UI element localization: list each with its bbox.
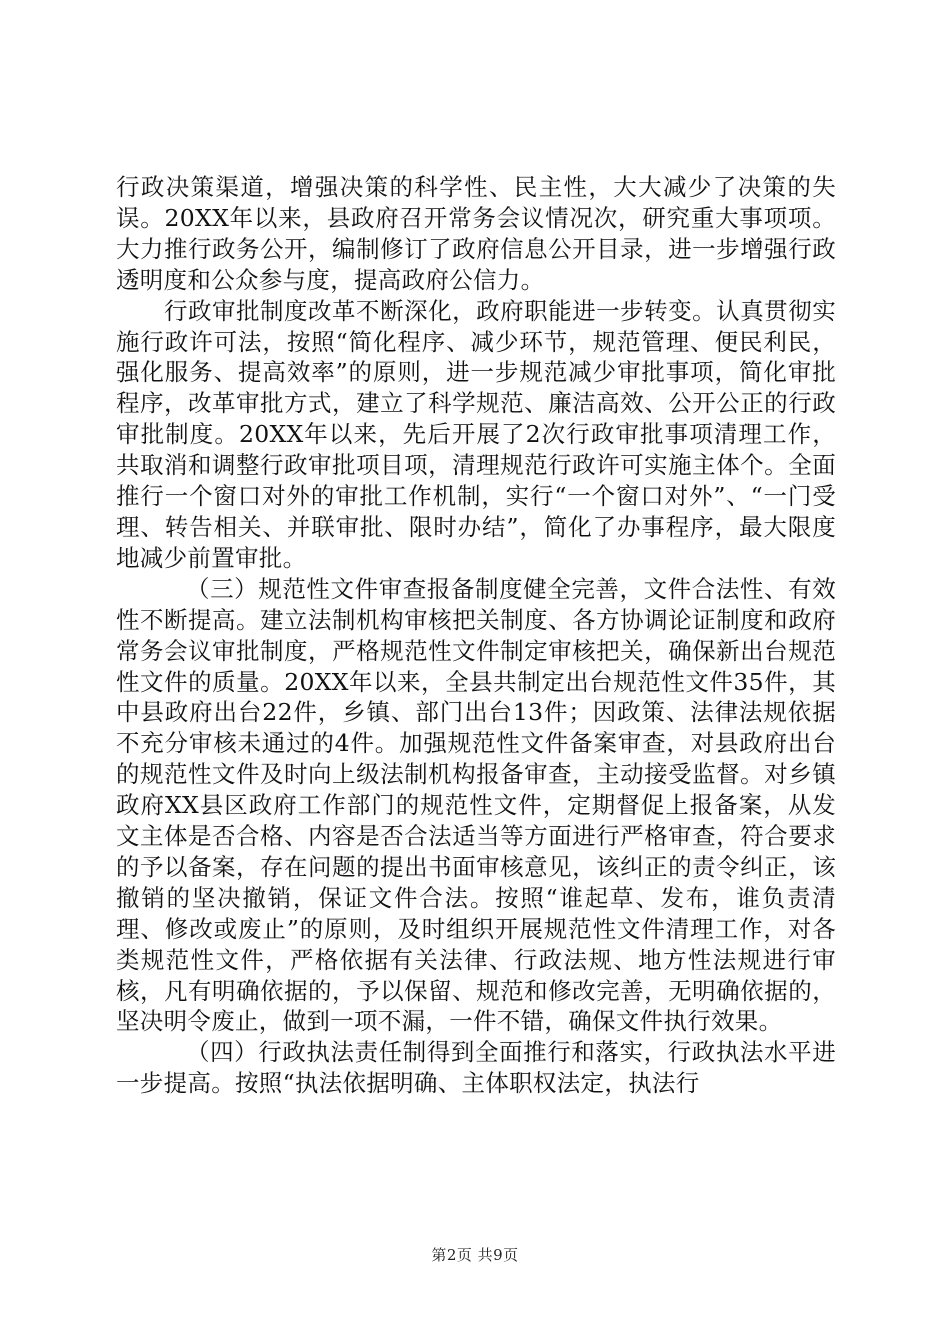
page-number-footer: 第2页 共9页 xyxy=(431,1246,519,1264)
paragraph-law-enforcement: （四）行政执法责任制得到全面推行和落实，行政执法水平进一步提高。按照“执法依据明确、主体职权法定，执法行 xyxy=(116,1038,836,1098)
paragraph-decision-making: 行政决策渠道，增强决策的科学性、民主性，大大减少了决策的失误。20XX年以来，县政府召开常务会议情况次，研究重大事项项。大力推行政务公开，编制修订了政府信息公开目录，进一步增强行政透明度和公众参与度，提高政府公信力。 xyxy=(116,173,836,294)
paragraph-administrative-approval: 行政审批制度改革不断深化，政府职能进一步转变。认真贯彻实施行政许可法，按照“简化程序、减少环节，规范管理、便民利民，强化服务、提高效率”的原则，进一步规范减少审批事项，简化审批程序，改革审批方式，建立了科学规范、廉洁高效、公开公正的行政审批制度。20XX年以来，先后开展了2次行政审批事项清理工作，共取消和调整行政审批项目项，清理规范行政许可实施主体个。全面推行一个窗口对外的审批工作机制，实行“一个窗口对外”、“一门受理、转告相关、并联审批、限时办结”，简化了办事程序，最大限度地减少前置审批。 xyxy=(116,296,836,572)
paragraph-normative-documents: （三）规范性文件审查报备制度健全完善，文件合法性、有效性不断提高。建立法制机构审核把关制度、各方协调论证制度和政府常务会议审批制度，严格规范性文件制定审核把关，确保新出台规范性文件的质量。20XX年以来，全县共制定出台规范性文件35件，其中县政府出台22件，乡镇、部门出台13件；因政策、法律法规依据不充分审核未通过的4件。加强规范性文件备案审查，对县政府出台的规范性文件及时向上级法制机构报备审查，主动接受监督。对乡镇政府XX县区政府工作部门的规范性文件，定期督促上报备案，从发文主体是否合格、内容是否合法适当等方面进行严格审查，符合要求的予以备案，存在问题的提出书面审核意见，该纠正的责令纠正，该撤销的坚决撤销，保证文件合法。按照“谁起草、发布，谁负责清理、修改或废止”的原则，及时组织开展规范性文件清理工作，对各类规范性文件，严格依据有关法律、行政法规、地方性法规进行审核，凡有明确依据的，予以保留、规范和修改完善，无明确依据的，坚决明令废止，做到一项不漏，一件不错，确保文件执行效果。 xyxy=(116,574,836,1036)
document-body xyxy=(116,172,836,1099)
